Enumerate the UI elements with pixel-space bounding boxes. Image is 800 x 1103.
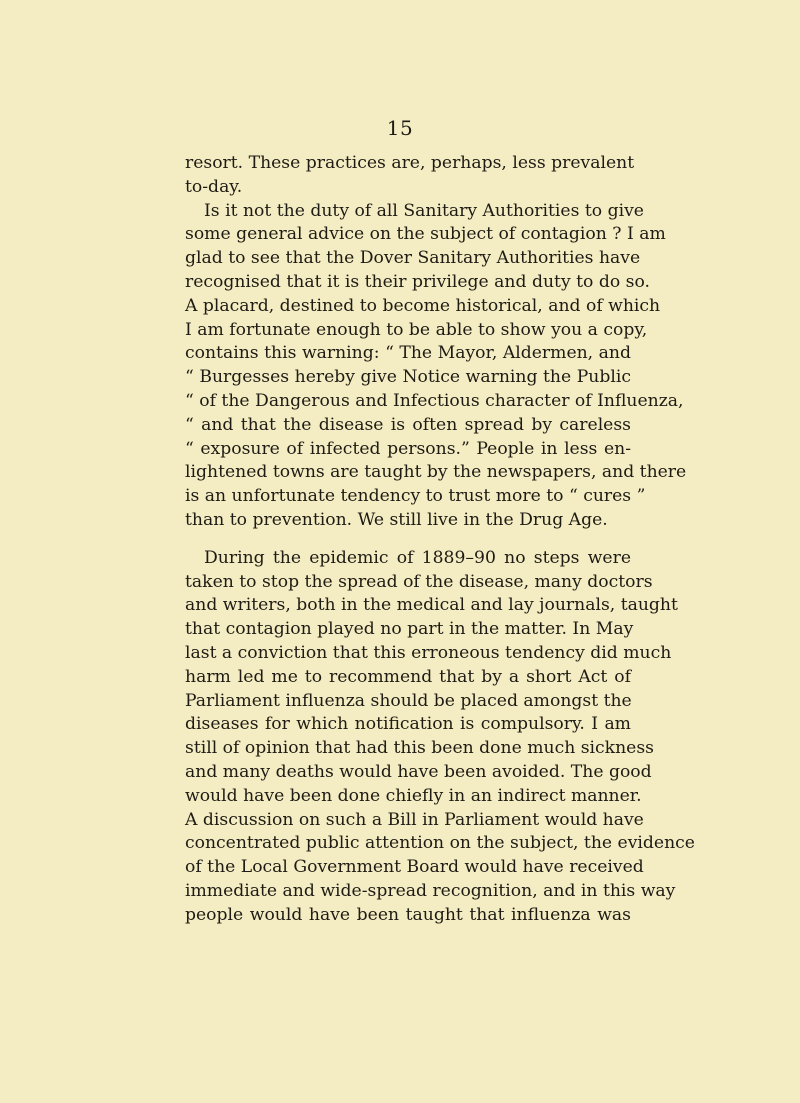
paragraph-1 xyxy=(185,152,635,200)
text-line: A placard, destined to become historical, and of which xyxy=(185,295,661,316)
text-line: to-day. xyxy=(185,176,243,197)
text-line: “ of the Dangerous and Infectious character of Influenza, xyxy=(185,390,684,411)
text-line: I am fortunate enough to be able to show you a copy, xyxy=(185,319,648,340)
text-line: contains this warning: “ The Mayor, Aldermen, and xyxy=(185,343,631,364)
paragraph-gap xyxy=(185,533,631,547)
text-line: “ Burgesses hereby give Notice warning the Public xyxy=(185,367,631,388)
text-line: would have been done chiefly in an indirect manner. xyxy=(185,785,642,806)
text-line: recognised that it is their privilege and duty to do so. xyxy=(185,271,650,292)
text-line: and writers, both in the medical and lay journals, taught xyxy=(185,595,678,616)
paragraph-2 xyxy=(185,200,687,533)
text-line: lightened towns are taught by the newspapers, and there xyxy=(185,462,687,483)
text-line: than to prevention. We still live in the Drug Age. xyxy=(185,509,608,530)
text-line: immediate and wide-spread recognition, and in this way xyxy=(185,880,676,901)
text-line: and many deaths would have been avoided. The good xyxy=(185,761,652,782)
text-line: “ and that the disease is often spread by careless xyxy=(185,414,631,435)
body-text xyxy=(185,152,695,928)
text-line: During the epidemic of 1889–90 no steps were xyxy=(204,547,631,568)
text-line: taken to stop the spread of the disease, many doctors xyxy=(185,571,653,592)
text-line: that contagion played no part in the matter. In May xyxy=(185,619,634,640)
text-line: A discussion on such a Bill in Parliament would have xyxy=(185,809,644,830)
text-line: diseases for which notification is compulsory. I am xyxy=(185,714,631,735)
text-line: resort. These practices are, perhaps, less prevalent xyxy=(185,153,635,173)
text-line: “ exposure of infected persons.” People in less en- xyxy=(185,438,631,459)
text-line: last a conviction that this erroneous tendency did much xyxy=(185,642,672,663)
text-line: Parliament influenza should be placed amongst the xyxy=(185,690,632,711)
text-line: is an unfortunate tendency to trust more to “ cures ” xyxy=(185,486,646,507)
text-line: harm led me to recommend that by a short Act of xyxy=(185,666,631,687)
text-line: Is it not the duty of all Sanitary Authorities to give xyxy=(204,200,644,221)
paragraph-3 xyxy=(185,547,695,928)
text-line: people would have been taught that influenza was xyxy=(185,904,631,925)
text-line: still of opinion that had this been done much sickness xyxy=(185,738,654,759)
text-line: some general advice on the subject of contagion ? I am xyxy=(185,224,666,245)
page-number: 15 xyxy=(386,116,414,140)
text-line: concentrated public attention on the subject, the evidence xyxy=(185,833,695,854)
text-line: glad to see that the Dover Sanitary Authorities have xyxy=(185,248,641,269)
text-line: of the Local Government Board would have received xyxy=(185,857,644,878)
